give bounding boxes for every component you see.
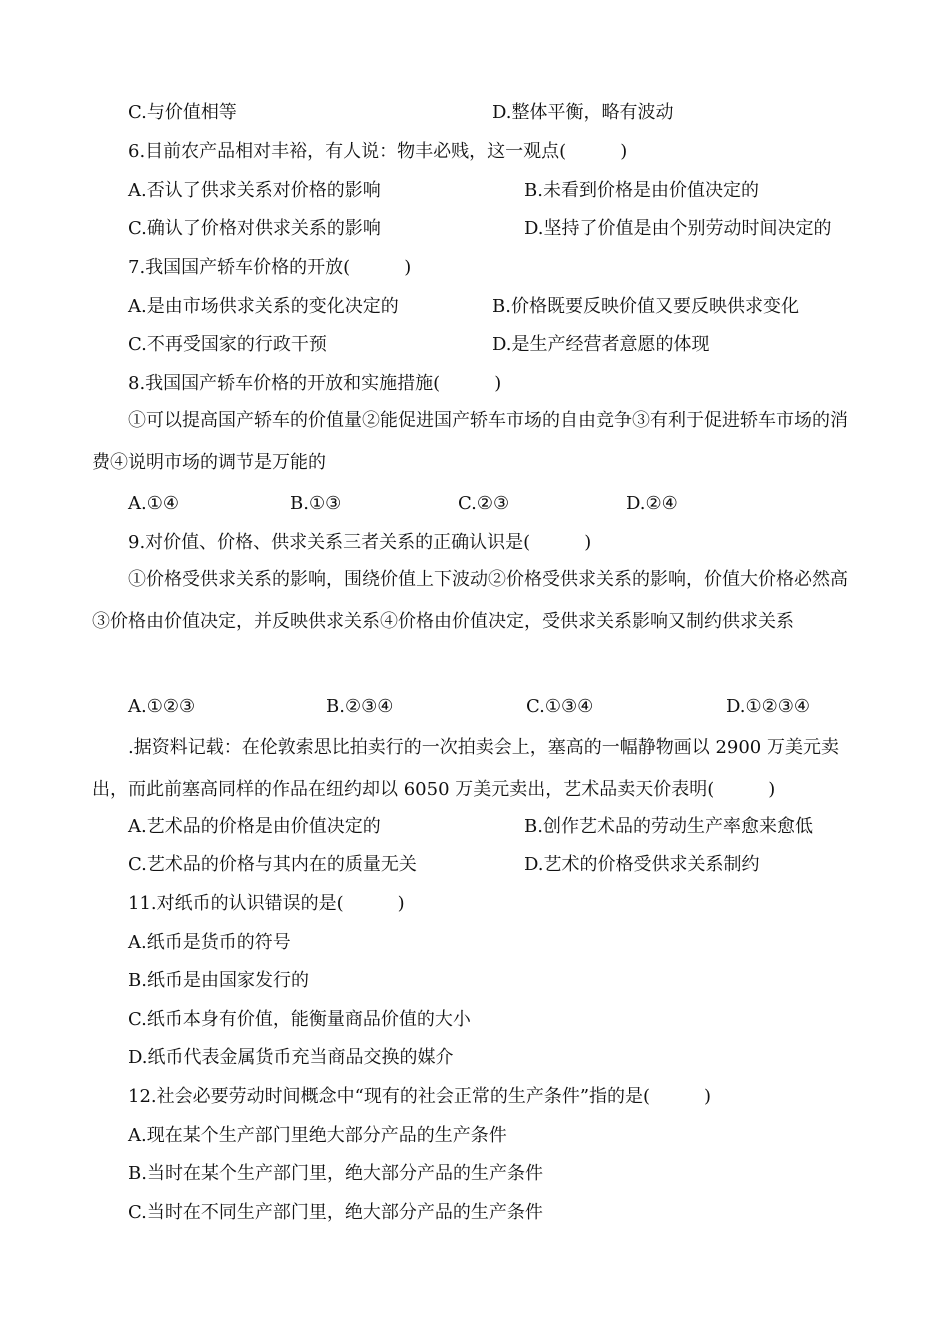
q12-option-a: A.现在某个生产部门里绝大部分产品的生产条件: [128, 1125, 507, 1146]
q10-option-a: A.艺术品的价格是由价值决定的: [128, 816, 381, 837]
q11-option-b: B.纸币是由国家发行的: [128, 970, 309, 991]
q11-option-c: C.纸币本身有价值，能衡量商品价值的大小: [128, 1009, 471, 1030]
q6-option-a: A.否认了供求关系对价格的影响: [128, 180, 381, 201]
q9-option-c: C.①③④: [526, 696, 594, 717]
q9-statements-text: ①价格受供求关系的影响，围绕价值上下波动②价格受供求关系的影响，价值大价格必然高③价格由价值决定，并反映供求关系④价格由价值决定，受供求关系影响又制约供求关系: [92, 569, 848, 632]
q10-option-d: D.艺术的价格受供求关系制约: [524, 854, 760, 875]
q7-option-b: B.价格既要反映价值又要反映供求变化: [492, 296, 799, 317]
q10-stem: [92, 727, 862, 811]
q6-option-b: B.未看到价格是由价值决定的: [524, 180, 759, 201]
q5-option-d: D.整体平衡，略有波动: [492, 102, 674, 123]
q12-stem: 12.社会必要劳动时间概念中“现有的社会正常的生产条件”指的是( ): [128, 1086, 712, 1107]
q9-option-d: D.①②③④: [726, 696, 811, 717]
q9-option-a: A.①②③: [128, 696, 196, 717]
q11-option-d: D.纸币代表金属货币充当商品交换的媒介: [128, 1047, 454, 1068]
q9-option-b: B.②③④: [326, 696, 394, 717]
q7-option-a: A.是由市场供求关系的变化决定的: [128, 296, 399, 317]
q6-option-c: C.确认了价格对供求关系的影响: [128, 218, 381, 239]
q10-option-c: C.艺术品的价格与其内在的质量无关: [128, 854, 417, 875]
q6-option-d: D.坚持了价值是由个别劳动时间决定的: [524, 218, 832, 239]
q12-option-b: B.当时在某个生产部门里，绝大部分产品的生产条件: [128, 1163, 543, 1184]
q12-option-c: C.当时在不同生产部门里，绝大部分产品的生产条件: [128, 1202, 543, 1223]
q8-option-d: D.②④: [626, 493, 678, 514]
q7-option-c: C.不再受国家的行政干预: [128, 334, 327, 355]
q11-option-a: A.纸币是货币的符号: [128, 932, 291, 953]
q8-option-c: C.②③: [458, 493, 510, 514]
q5-option-c: C.与价值相等: [128, 102, 237, 123]
q10-stem-text: .据资料记载：在伦敦索思比拍卖行的一次拍卖会上，塞高的一幅静物画以 2900 万美元卖出，而此前塞高同样的作品在纽约却以 6050 万美元卖出，艺术品卖天价表明( ): [92, 737, 839, 800]
q7-option-d: D.是生产经营者意愿的体现: [492, 334, 710, 355]
q6-stem: 6.目前农产品相对丰裕，有人说：物丰必贱，这一观点( ): [128, 141, 628, 162]
q9-statements: [92, 559, 862, 643]
q8-option-a: A.①④: [128, 493, 179, 514]
q11-stem: 11.对纸币的认识错误的是( ): [128, 893, 405, 914]
q10-option-b: B.创作艺术品的劳动生产率愈来愈低: [524, 816, 813, 837]
q8-statements-text: ①可以提高国产轿车的价值量②能促进国产轿车市场的自由竞争③有利于促进轿车市场的消费④说明市场的调节是万能的: [92, 410, 848, 473]
q8-statements: [92, 400, 862, 484]
q8-stem: 8.我国国产轿车价格的开放和实施措施( ): [128, 373, 502, 394]
q8-option-b: B.①③: [290, 493, 342, 514]
q9-stem: 9.对价值、价格、供求关系三者关系的正确认识是( ): [128, 532, 592, 553]
q7-stem: 7.我国国产轿车价格的开放( ): [128, 257, 412, 278]
